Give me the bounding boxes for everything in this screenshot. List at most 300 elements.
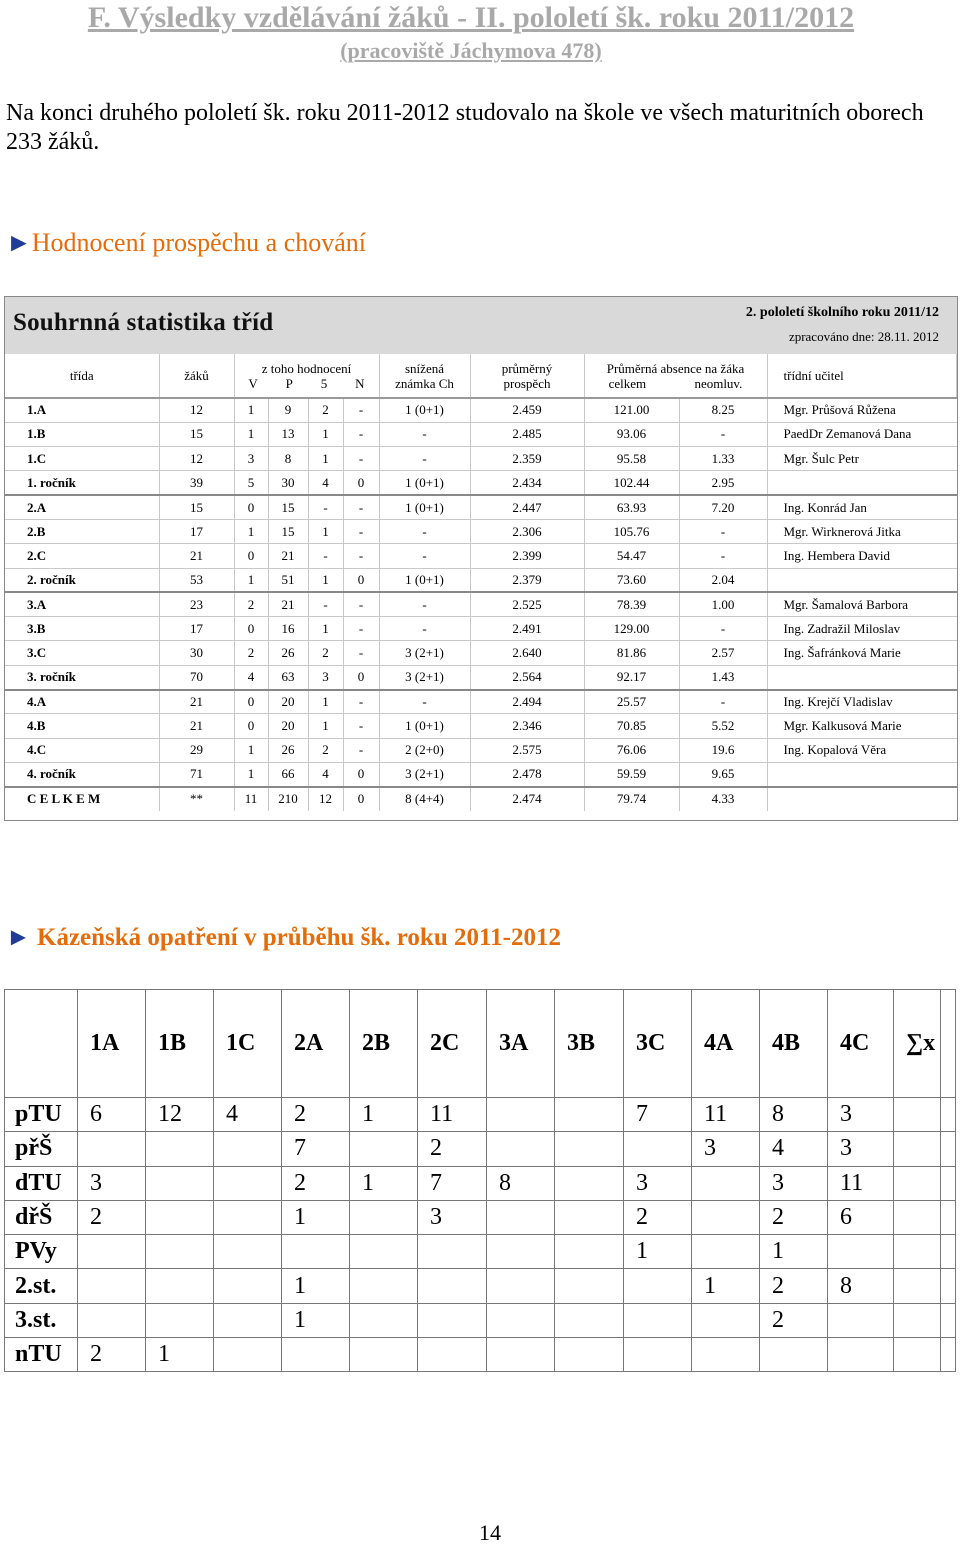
statistics-cell: - [343,690,379,714]
statistics-cell: 70.85 [584,714,679,738]
discipline-cell-spacer [941,1338,956,1372]
discipline-cell-spacer [941,1269,956,1303]
statistics-row [5,471,957,495]
header-absence-group [584,354,767,398]
statistics-cell: 4 [234,665,268,689]
statistics-cell: Mgr. Šulc Petr [767,447,957,471]
discipline-cell: 3 [624,1166,692,1200]
discipline-column-header: 2A [282,990,350,1098]
header-p: P [285,375,293,391]
statistics-cell: 1.A [5,398,159,422]
statistics-cell: 23 [159,592,234,616]
statistics-cell: 12 [308,787,343,811]
statistics-cell: 12 [159,398,234,422]
statistics-cell: 2.95 [679,471,767,495]
statistics-cell: 4.C [5,738,159,762]
discipline-cell: 11 [828,1166,894,1200]
statistics-cell: 1 (0+1) [379,714,470,738]
discipline-row [5,1269,956,1303]
discipline-cell [894,1338,941,1372]
statistics-cell: 21 [268,544,308,568]
statistics-cell: 9.65 [679,762,767,786]
discipline-column-header: 3C [624,990,692,1098]
statistics-cell: 5.52 [679,714,767,738]
statistics-cell: Ing. Krejčí Vladislav [767,690,957,714]
header-hodnoceni-sub [235,376,379,391]
discipline-cell: 3 [828,1098,894,1132]
statistics-cell: 3. ročník [5,665,159,689]
discipline-cell [555,1200,624,1234]
statistics-cell: 21 [268,592,308,616]
section-heading-discipline [6,924,561,952]
header-snizena-l1: snížená [405,360,444,376]
statistics-cell: 2. ročník [5,568,159,592]
statistics-cell: 1 [308,568,343,592]
discipline-cell [828,1303,894,1337]
header-v: V [248,375,258,391]
discipline-row [5,1200,956,1234]
arrow-right-icon: ► [6,924,31,951]
statistics-cell: 2.346 [470,714,584,738]
statistics-cell: 9 [268,398,308,422]
discipline-row-label: dřŠ [5,1200,78,1234]
discipline-cell: 2 [760,1269,828,1303]
statistics-cell: 51 [268,568,308,592]
statistics-cell: 129.00 [584,617,679,641]
statistics-title: Souhrnná statistika tříd [13,309,274,336]
statistics-cell: - [343,738,379,762]
discipline-cell [828,1235,894,1269]
statistics-cell: 1 [234,738,268,762]
statistics-cell: 4.B [5,714,159,738]
discipline-cell: 4 [214,1098,282,1132]
section-heading-results [6,228,366,258]
discipline-row-label: přŠ [5,1132,78,1166]
statistics-cell: - [343,544,379,568]
discipline-cell [214,1269,282,1303]
discipline-cell [214,1132,282,1166]
discipline-cell: 1 [282,1303,350,1337]
page-subtitle: (pracoviště Jáchymova 478) [340,38,602,63]
statistics-cell: 1 (0+1) [379,495,470,519]
statistics-cell: 92.17 [584,665,679,689]
statistics-row [5,422,957,446]
statistics-cell: 15 [159,495,234,519]
discipline-cell: 2 [78,1338,146,1372]
statistics-cell: 1 [308,714,343,738]
header-5: 5 [320,375,328,391]
statistics-grid [5,354,957,811]
discipline-cell [350,1338,418,1372]
discipline-cell [487,1132,555,1166]
statistics-header-bar [5,297,957,354]
discipline-cell [894,1303,941,1337]
statistics-cell: 4 [308,762,343,786]
statistics-cell: 0 [234,495,268,519]
statistics-cell: 2.306 [470,519,584,543]
statistics-cell: 2.491 [470,617,584,641]
statistics-cell: Ing. Zadražil Miloslav [767,617,957,641]
statistics-cell: C E L K E M [5,787,159,811]
statistics-cell: 2.C [5,544,159,568]
statistics-cell [767,787,957,811]
statistics-cell: 2.57 [679,641,767,665]
statistics-header-row [5,354,957,398]
discipline-cell [487,1338,555,1372]
statistics-cell: 2 (2+0) [379,738,470,762]
statistics-cell: 2.B [5,519,159,543]
statistics-cell: 1.33 [679,447,767,471]
discipline-cell: 3 [418,1200,487,1234]
discipline-cell: 1 [624,1235,692,1269]
statistics-cell: 17 [159,519,234,543]
discipline-cell: 7 [624,1098,692,1132]
discipline-column-spacer [941,990,956,1098]
discipline-cell-spacer [941,1166,956,1200]
statistics-cell: 11 [234,787,268,811]
statistics-cell: Mgr. Průšová Růžena [767,398,957,422]
statistics-cell: 8 [268,447,308,471]
statistics-cell: 1 [234,519,268,543]
discipline-cell [894,1166,941,1200]
statistics-cell: 20 [268,690,308,714]
discipline-cell: 1 [282,1269,350,1303]
intro-paragraph: Na konci druhého pololetí šk. roku 2011-2012 studovalo na škole ve všech maturitních oborech 233 žáků. [6,100,924,155]
discipline-cell [894,1200,941,1234]
statistics-cell: 0 [343,762,379,786]
discipline-column-header: 4C [828,990,894,1098]
discipline-cell [146,1200,214,1234]
statistics-row [5,544,957,568]
discipline-cell: 3 [78,1166,146,1200]
discipline-cell: 8 [828,1269,894,1303]
discipline-column-header: 3B [555,990,624,1098]
discipline-cell: 11 [418,1098,487,1132]
statistics-cell: 1 [234,762,268,786]
discipline-cell: 2 [78,1200,146,1234]
statistics-cell: - [379,617,470,641]
header-celkem: celkem [608,375,647,391]
discipline-cell [555,1098,624,1132]
header-zaku: žáků [159,354,234,398]
statistics-cell: 76.06 [584,738,679,762]
statistics-cell: 26 [268,641,308,665]
statistics-cell: 0 [234,714,268,738]
discipline-cell: 3 [828,1132,894,1166]
header-prumerny-l2: prospěch [503,375,551,391]
statistics-cell: 2.485 [470,422,584,446]
discipline-cell [146,1132,214,1166]
discipline-cell [487,1235,555,1269]
statistics-cell: 2.474 [470,787,584,811]
discipline-cell [350,1132,418,1166]
statistics-cell: Ing. Šafránková Marie [767,641,957,665]
statistics-cell: - [308,544,343,568]
statistics-cell: 21 [159,544,234,568]
discipline-cell-spacer [941,1098,956,1132]
discipline-cell [214,1303,282,1337]
statistics-cell: 95.58 [584,447,679,471]
discipline-cell [555,1303,624,1337]
discipline-cell [214,1235,282,1269]
statistics-cell: 105.76 [584,519,679,543]
statistics-cell: 8 (4+4) [379,787,470,811]
discipline-row-label: nTU [5,1338,78,1372]
discipline-cell: 2 [282,1166,350,1200]
statistics-cell: 1 [308,617,343,641]
statistics-cell: 210 [268,787,308,811]
statistics-row [5,568,957,592]
statistics-cell: 63 [268,665,308,689]
statistics-cell: - [679,617,767,641]
discipline-cell [555,1235,624,1269]
discipline-cell [418,1269,487,1303]
statistics-cell: 1 [308,422,343,446]
discipline-column-header: ∑x [894,990,941,1098]
statistics-cell: 1.00 [679,592,767,616]
statistics-cell: Ing. Konrád Jan [767,495,957,519]
discipline-cell: 2 [418,1132,487,1166]
discipline-cell [692,1235,760,1269]
discipline-cell: 11 [692,1098,760,1132]
statistics-cell: 30 [268,471,308,495]
header-ucitel: třídní učitel [767,354,957,398]
statistics-cell: 19.6 [679,738,767,762]
statistics-cell: PaedDr Zemanová Dana [767,422,957,446]
statistics-cell: 71 [159,762,234,786]
statistics-cell: 1 [234,398,268,422]
statistics-cell: 70 [159,665,234,689]
statistics-cell: 2.525 [470,592,584,616]
discipline-cell [78,1132,146,1166]
section-heading-label: Kázeňská opatření v průběhu šk. roku 2011-2012 [37,924,561,951]
statistics-processed-date: zpracováno dne: 28.11. 2012 [788,329,939,344]
statistics-cell: 16 [268,617,308,641]
discipline-cell [350,1235,418,1269]
statistics-cell: 2 [308,738,343,762]
statistics-cell: 2 [234,641,268,665]
statistics-cell: 7.20 [679,495,767,519]
header-hodnoceni-group [234,354,379,398]
discipline-cell: 3 [692,1132,760,1166]
discipline-cell: 7 [282,1132,350,1166]
statistics-cell: 0 [343,471,379,495]
statistics-cell: 4 [308,471,343,495]
statistics-cell: - [679,544,767,568]
statistics-cell: - [308,592,343,616]
statistics-cell: 59.59 [584,762,679,786]
statistics-cell: 2.04 [679,568,767,592]
statistics-cell: - [343,495,379,519]
discipline-column-header: 1B [146,990,214,1098]
statistics-cell: 1 [308,690,343,714]
discipline-cell: 4 [760,1132,828,1166]
statistics-row [5,592,957,616]
discipline-row [5,1166,956,1200]
statistics-row [5,714,957,738]
header-prumerny [470,354,584,398]
discipline-column-header: 1C [214,990,282,1098]
discipline-row [5,1303,956,1337]
statistics-cell: 1 (0+1) [379,471,470,495]
header-prumerny-l1: průměrný [501,360,553,376]
discipline-cell-spacer [941,1235,956,1269]
discipline-cell [555,1132,624,1166]
statistics-cell: - [679,690,767,714]
statistics-cell: 3.C [5,641,159,665]
discipline-cell [692,1303,760,1337]
statistics-cell: Mgr. Kalkusová Marie [767,714,957,738]
discipline-cell: 6 [828,1200,894,1234]
statistics-cell: 1.B [5,422,159,446]
discipline-cell [146,1235,214,1269]
statistics-cell: 15 [268,495,308,519]
statistics-cell: 5 [234,471,268,495]
discipline-row [5,1338,956,1372]
discipline-cell [487,1269,555,1303]
discipline-cell [78,1303,146,1337]
statistics-cell: 79.74 [584,787,679,811]
statistics-cell: 1 [234,568,268,592]
header-absence-sub [585,376,767,391]
discipline-row-label: dTU [5,1166,78,1200]
statistics-cell: 2.459 [470,398,584,422]
discipline-cell: 1 [282,1200,350,1234]
statistics-cell: 66 [268,762,308,786]
header-n: N [355,375,365,391]
discipline-cell [894,1269,941,1303]
statistics-cell: 15 [268,519,308,543]
statistics-cell: 12 [159,447,234,471]
statistics-cell: 4. ročník [5,762,159,786]
discipline-cell: 1 [692,1269,760,1303]
statistics-cell: 0 [343,787,379,811]
discipline-cell-spacer [941,1303,956,1337]
statistics-cell: 1 (0+1) [379,568,470,592]
discipline-cell [487,1303,555,1337]
discipline-row-label: pTU [5,1098,78,1132]
statistics-cell: 1. ročník [5,471,159,495]
discipline-column-header: 1A [78,990,146,1098]
discipline-cell-spacer [941,1200,956,1234]
discipline-cell [350,1269,418,1303]
statistics-row [5,787,957,811]
page-number: 14 [479,1520,501,1544]
discipline-row-label: PVy [5,1235,78,1269]
statistics-cell: 17 [159,617,234,641]
statistics-cell: 73.60 [584,568,679,592]
statistics-cell: 78.39 [584,592,679,616]
discipline-cell: 12 [146,1098,214,1132]
statistics-cell: 2.434 [470,471,584,495]
discipline-column-header: 3A [487,990,555,1098]
statistics-row [5,762,957,786]
discipline-row-label: 2.st. [5,1269,78,1303]
discipline-row [5,1098,956,1132]
discipline-cell [487,1200,555,1234]
discipline-cell-spacer [941,1132,956,1166]
statistics-cell: - [679,519,767,543]
statistics-cell: 1 [308,447,343,471]
statistics-row [5,738,957,762]
statistics-cell: 81.86 [584,641,679,665]
discipline-cell: 2 [760,1200,828,1234]
discipline-cell [418,1338,487,1372]
statistics-cell: 2.478 [470,762,584,786]
statistics-row [5,641,957,665]
statistics-cell [767,568,957,592]
statistics-cell: 2.564 [470,665,584,689]
statistics-cell: 26 [268,738,308,762]
statistics-cell: 53 [159,568,234,592]
discipline-cell: 3 [760,1166,828,1200]
header-absence: Průměrná absence na žáka [606,360,745,376]
statistics-cell: 4.33 [679,787,767,811]
statistics-cell: 0 [234,617,268,641]
discipline-cell: 1 [350,1166,418,1200]
statistics-cell: 3 (2+1) [379,641,470,665]
statistics-cell: 2.494 [470,690,584,714]
statistics-cell: 15 [159,422,234,446]
discipline-row-label: 3.st. [5,1303,78,1337]
discipline-column-header: 4B [760,990,828,1098]
statistics-cell: 25.57 [584,690,679,714]
statistics-cell: 0 [343,568,379,592]
discipline-cell: 2 [760,1303,828,1337]
discipline-header-row [5,990,956,1098]
discipline-cell: 1 [760,1235,828,1269]
discipline-corner [5,990,78,1098]
discipline-column-header: 2C [418,990,487,1098]
discipline-cell [692,1166,760,1200]
statistics-cell: Ing. Kopalová Věra [767,738,957,762]
statistics-cell: 0 [234,544,268,568]
statistics-cell: 2 [234,592,268,616]
discipline-column-header: 2B [350,990,418,1098]
statistics-cell: 3 [234,447,268,471]
discipline-cell [78,1235,146,1269]
discipline-cell [692,1200,760,1234]
discipline-cell [555,1269,624,1303]
discipline-cell [350,1200,418,1234]
discipline-cell: 7 [418,1166,487,1200]
discipline-cell [894,1132,941,1166]
statistics-cell: 3 [308,665,343,689]
discipline-cell: 2 [282,1098,350,1132]
statistics-cell: 2.399 [470,544,584,568]
discipline-cell: 1 [350,1098,418,1132]
arrow-right-icon: ► [6,228,32,257]
statistics-cell: 4.A [5,690,159,714]
statistics-cell: 2 [308,398,343,422]
discipline-cell [624,1303,692,1337]
discipline-cell: 2 [624,1200,692,1234]
discipline-column-header: 4A [692,990,760,1098]
discipline-cell [214,1338,282,1372]
discipline-cell [828,1338,894,1372]
statistics-cell: - [379,544,470,568]
statistics-cell: Mgr. Wirknerová Jitka [767,519,957,543]
discipline-cell [894,1098,941,1132]
discipline-cell [555,1338,624,1372]
discipline-cell [624,1132,692,1166]
discipline-cell [418,1303,487,1337]
header-hodnoceni: z toho hodnocení [261,360,352,376]
statistics-cell: 3.A [5,592,159,616]
statistics-cell: - [308,495,343,519]
statistics-cell: - [379,519,470,543]
statistics-cell: - [379,592,470,616]
